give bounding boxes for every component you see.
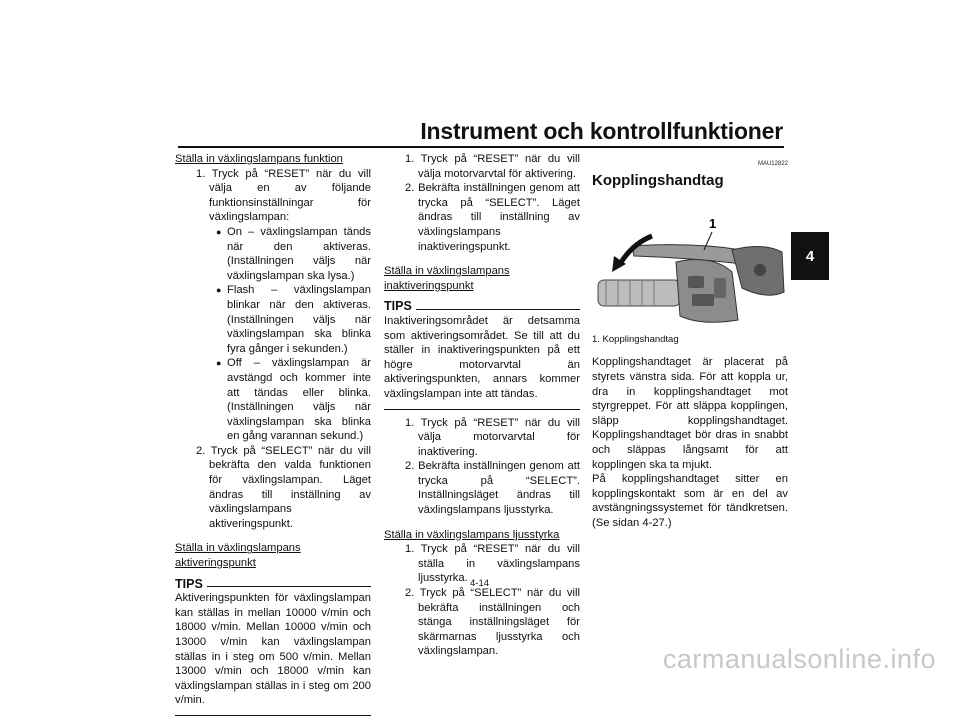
- chapter-tab: 4: [791, 232, 829, 280]
- tips-end-rule: [384, 409, 580, 410]
- step-2: 2. Bekräfta inställningen genom att trycka på “SELECT”. Läget ändras till inställning av växlingslampans inaktiveringspunkt.: [405, 182, 580, 253]
- step-2c: 2. Tryck på “SELECT” när du vill bekräfta inställningen och stänga inställningsläget för skärmarnas ljusstyrka och växlingslampan.: [405, 587, 580, 658]
- clutch-lever-figure: [592, 192, 788, 326]
- page-title: Instrument och kontrollfunktioner: [420, 118, 783, 144]
- step-2b: 2. Bekräfta inställningen genom att trycka på “SELECT”. Inställningsläget ändras till växlingslampans ljusstyrka.: [405, 460, 580, 517]
- bullet-on: ● On – växlingslampan tänds när den aktiveras. (Inställningen väljs när växlingslampan ska lysa.): [175, 225, 371, 283]
- doc-code: MAU12822: [757, 161, 788, 167]
- tips-text: Aktiveringspunkten för växlingslampan kan ställas in mellan 10000 v/min och 18000 v/min. Mellan 10000 v/min och 13000 v/min kan växlingslampan ställas in i steg om 500 v/min. Mellan 13000 v/min och 18000 v/min kan växlingslampan ställas in i steg om 200 v/min.: [175, 592, 371, 707]
- section-heading-brightness: Ställa in växlingslampans ljusstyrka: [384, 528, 560, 541]
- figure-callout-1: 1: [709, 216, 717, 232]
- header-rule: [178, 146, 784, 148]
- tips-heading: TIPS: [384, 299, 580, 314]
- clutch-paragraph-2: På kopplingshandtaget sitter en kopplingskontakt som är en del av avstängningssystemet för tändkretsen. (Se sidan 4-27.): [592, 473, 788, 529]
- column-3: [592, 152, 788, 531]
- section-heading-clutch: Kopplingshandtag: [592, 171, 724, 189]
- step-1b: 1. Tryck på “RESET” när du vill välja motorvarvtal för inaktivering.: [405, 416, 580, 458]
- section-heading-deactivation: Ställa in växlingslampans inaktiveringspunkt: [384, 265, 510, 292]
- section-heading-activation: Ställa in växlingslampans aktiveringspunkt: [175, 542, 301, 570]
- figure-caption: 1. Kopplingshandtag: [592, 333, 679, 345]
- clutch-paragraph-1: Kopplingshandtaget är placerat på styrets vänstra sida. För att koppla ur, dra in kopplingshandtaget mot styrgreppet. För att släppa kopplingen, släpp kopplingshandtaget. Kopplingshandtaget bör dras in snabbt och släppas långsamt för att kopplingen ska ta mjukt.: [592, 356, 788, 471]
- section-heading-function: Ställa in växlingslampans funktion: [175, 153, 343, 165]
- bullet-off: ● Off – växlingslampan är avstängd och kommer inte att tändas eller blinka. (Inställningen väljs när växlingslampan ska blinka en gång varannan sekund.): [175, 356, 371, 444]
- tips-end-rule: [175, 715, 371, 716]
- step-1: 1. Tryck på “RESET” när du vill välja en av följande funktionsinställningar för växlingslampan:: [196, 167, 371, 224]
- page-number: 4-14: [470, 578, 490, 589]
- tips-text: Inaktiveringsområdet är detsamma som aktiveringsområdet. Se till att du ställer in inaktiveringspunkten på ett högre motorvarvtal än aktiveringspunkten, annars kommer växlingslampan inte att tändas.: [384, 314, 580, 400]
- bullet-flash: ● Flash – växlingslampan blinkar när den aktiveras. (Inställningen väljs när växlingslampan ska blinka fyra gånger i sekunden.): [175, 283, 371, 356]
- column-1: [175, 152, 371, 722]
- watermark: carmanualsonline.info: [662, 644, 936, 674]
- step-1: 1. Tryck på “RESET” när du vill välja motorvarvtal för aktivering.: [405, 153, 580, 180]
- step-2: 2. Tryck på “SELECT” när du vill bekräfta den valda funktionen för växlingslampan. Läget ändras till inställning av växlingslampans aktiveringspunkt.: [196, 444, 371, 530]
- step-1c: 1. Tryck på “RESET” när du vill ställa in växlingslampans ljusstyrka.: [405, 543, 580, 585]
- tips-heading: TIPS: [175, 577, 371, 592]
